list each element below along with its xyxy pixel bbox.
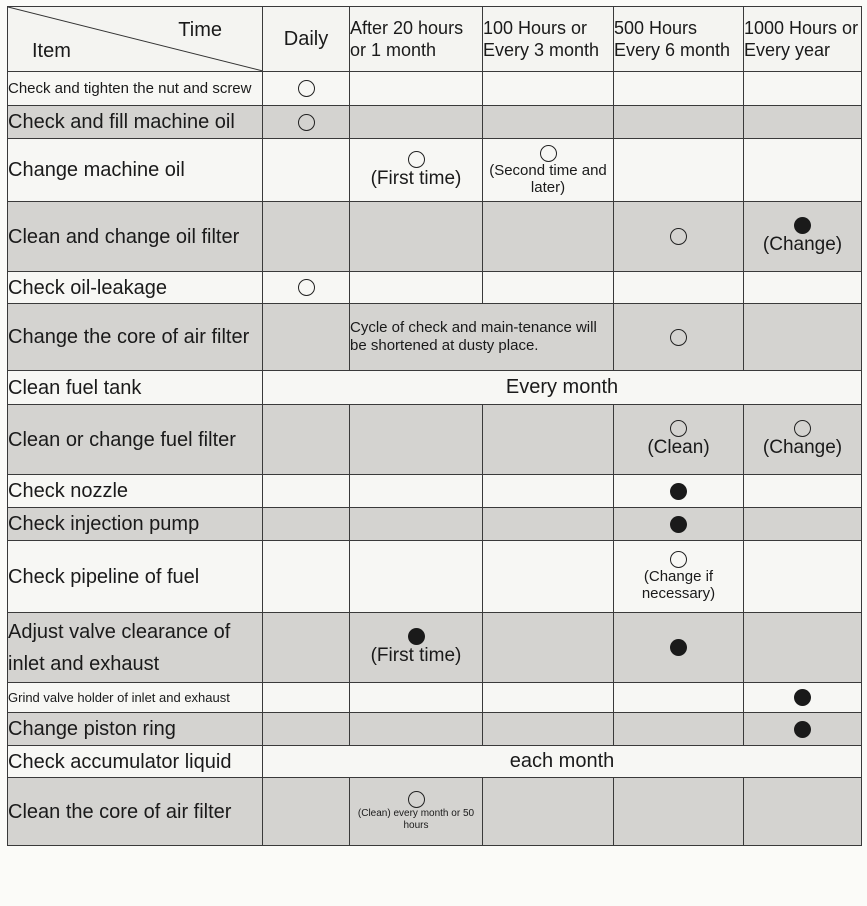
h500-cell [614,475,744,508]
h20-cell [350,713,483,746]
table-row [8,541,862,613]
h1000-cell [744,202,862,272]
open-circle-icon [670,551,687,568]
h20-cell [350,475,483,508]
h500-cell [614,139,744,202]
daily-cell [263,139,350,202]
h20-cell [350,106,483,139]
h500-cell [614,202,744,272]
h20-cell [350,202,483,272]
open-circle-icon [408,791,425,808]
h500-cell [614,541,744,613]
h100-cell [483,272,614,304]
cell-note: (Clean) every month or 50 hours [357,808,475,832]
h500-cell [614,304,744,371]
filled-circle-icon [794,689,811,706]
table-row [8,613,862,683]
h500-cell [614,508,744,541]
item-cell: Clean fuel tank [8,371,263,405]
table-row [8,72,862,106]
h1000-cell [744,405,862,475]
daily-cell [263,613,350,683]
daily-cell [263,713,350,746]
filled-circle-icon [794,217,811,234]
table-row [8,139,862,202]
h100-cell [483,508,614,541]
cell-note: (Change if necessary) [641,568,716,603]
h1000-cell [744,613,862,683]
daily-cell [263,202,350,272]
cell-note: (Change) [762,234,843,256]
table-row [8,778,862,846]
h100-cell [483,475,614,508]
h500-cell [614,613,744,683]
daily-cell [263,304,350,371]
daily-cell [263,778,350,846]
open-circle-icon [670,420,687,437]
h500-cell [614,106,744,139]
item-cell: Change the core of air filter [8,304,263,371]
column-header-20h: After 20 hours or 1 month [350,7,483,72]
daily-cell [263,683,350,713]
h1000-cell [744,304,862,371]
item-cell: Grind valve holder of inlet and exhaust [8,683,263,713]
filled-circle-icon [670,483,687,500]
daily-cell [263,72,350,106]
h1000-cell [744,139,862,202]
open-circle-icon [670,329,687,346]
table-row [8,202,862,272]
h500-cell [614,713,744,746]
h100-cell [483,541,614,613]
table-row [8,304,862,371]
span-note-cell: Cycle of check and main-tenance will be shortened at dusty place. [350,304,614,371]
cell-note: (Clean) [647,437,710,459]
h1000-cell [744,778,862,846]
h20-cell [350,72,483,106]
h100-cell [483,683,614,713]
column-header-500h: 500 Hours Every 6 month [614,7,744,72]
h500-cell [614,405,744,475]
open-circle-icon [298,114,315,131]
cell-note: (First time) [370,645,462,667]
diagonal-header-cell [8,7,263,72]
h1000-cell [744,106,862,139]
h1000-cell [744,475,862,508]
column-header-daily: Daily [263,7,350,72]
item-cell: Check injection pump [8,508,263,541]
daily-cell [263,508,350,541]
table-row [8,272,862,304]
h500-cell [614,683,744,713]
table-row [8,475,862,508]
item-cell: Clean the core of air filter [8,778,263,846]
time-header-label: Time [178,19,222,41]
table-row [8,508,862,541]
h20-cell [350,272,483,304]
h20-cell [350,405,483,475]
table-row [8,106,862,139]
item-header-label: Item [32,40,71,62]
table-row [8,746,862,778]
h1000-cell [744,713,862,746]
open-circle-icon [408,151,425,168]
h20-cell [350,613,483,683]
filled-circle-icon [794,721,811,738]
cell-note: (First time) [370,167,462,189]
filled-circle-icon [670,639,687,656]
h100-cell [483,106,614,139]
h1000-cell [744,508,862,541]
column-header-100h: 100 Hours or Every 3 month [483,7,614,72]
span-text-cell: Every month [263,371,862,405]
item-cell: Check and fill machine oil [8,106,263,139]
h100-cell [483,405,614,475]
open-circle-icon [670,228,687,245]
h100-cell [483,72,614,106]
cell-note: (Second time and later) [489,161,607,196]
h1000-cell [744,683,862,713]
h100-cell [483,139,614,202]
maintenance-schedule [7,6,861,899]
daily-cell [263,475,350,508]
item-cell: Check pipeline of fuel [8,541,263,613]
h20-cell [350,683,483,713]
open-circle-icon [298,279,315,296]
cell-note: (Change) [762,437,843,459]
column-header-1000h: 1000 Hours or Every year [744,7,862,72]
h1000-cell [744,72,862,106]
h20-cell [350,778,483,846]
h500-cell [614,778,744,846]
open-circle-icon [794,420,811,437]
item-cell: Clean or change fuel filter [8,405,263,475]
h1000-cell [744,272,862,304]
item-cell: Change piston ring [8,713,263,746]
h100-cell [483,202,614,272]
maintenance-table [7,6,862,846]
h20-cell [350,541,483,613]
h20-cell [350,508,483,541]
h20-cell [350,139,483,202]
h100-cell [483,778,614,846]
daily-cell [263,272,350,304]
item-cell: Check accumulator liquid [8,746,263,778]
header-row [8,7,862,72]
daily-cell [263,106,350,139]
item-cell: Check nozzle [8,475,263,508]
table-row [8,713,862,746]
item-cell: Adjust valve clearance of inlet and exhaust [8,613,263,683]
item-cell: Clean and change oil filter [8,202,263,272]
filled-circle-icon [408,628,425,645]
h1000-cell [744,541,862,613]
table-row [8,405,862,475]
daily-cell [263,405,350,475]
h100-cell [483,713,614,746]
h100-cell [483,613,614,683]
open-circle-icon [298,80,315,97]
item-cell: Check oil-leakage [8,272,263,304]
daily-cell [263,541,350,613]
filled-circle-icon [670,516,687,533]
table-row [8,371,862,405]
h500-cell [614,72,744,106]
item-cell: Change machine oil [8,139,263,202]
span-text-cell: each month [263,746,862,778]
h500-cell [614,272,744,304]
table-row [8,683,862,713]
item-cell: Check and tighten the nut and screw [8,72,263,106]
open-circle-icon [540,145,557,162]
